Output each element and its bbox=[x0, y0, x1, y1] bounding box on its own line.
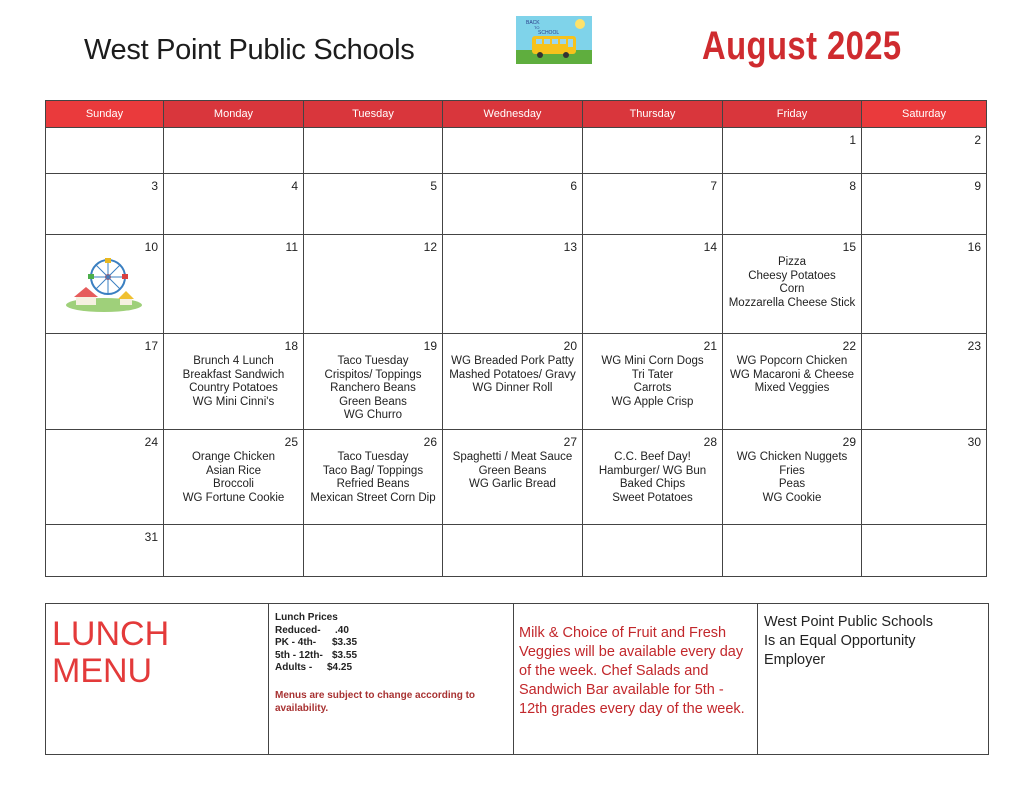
meal-list bbox=[583, 430, 722, 505]
day-number: 17 bbox=[144, 339, 158, 353]
day-cell-wednesday bbox=[443, 235, 583, 334]
milk-fruit-note: Milk & Choice of Fruit and Fresh Veggies will be available every day of the week. Chef Salads and Sandwich Bar available for 5th - 12th grades every day of the week. bbox=[519, 625, 745, 717]
meal-list bbox=[304, 430, 442, 505]
day-number: 1 bbox=[849, 133, 856, 147]
week-row bbox=[46, 334, 987, 430]
milk-note-cell bbox=[514, 604, 758, 755]
logo-word-3: SCHOOL bbox=[538, 30, 560, 36]
day-cell-monday bbox=[164, 525, 304, 577]
day-number: 23 bbox=[967, 339, 981, 353]
day-cell-saturday bbox=[862, 430, 987, 525]
meal-list bbox=[304, 334, 442, 423]
day-cell-sunday bbox=[46, 235, 164, 334]
day-cell-thursday bbox=[583, 525, 723, 577]
meal-list bbox=[164, 430, 303, 505]
meal-item: Spaghetti / Meat Sauce bbox=[452, 451, 573, 463]
day-number: 10 bbox=[144, 240, 158, 254]
day-cell-friday bbox=[723, 235, 862, 334]
day-cell-tuesday bbox=[304, 334, 443, 430]
calendar-grid bbox=[45, 100, 987, 577]
price-label: Reduced- bbox=[275, 624, 321, 636]
day-number: 15 bbox=[842, 240, 856, 254]
day-number: 24 bbox=[144, 435, 158, 449]
day-cell-saturday bbox=[862, 525, 987, 577]
meal-item: Mixed Veggies bbox=[754, 382, 830, 395]
price-label: Adults - bbox=[275, 662, 313, 673]
price-value: $4.25 bbox=[327, 662, 353, 673]
day-cell-sunday bbox=[46, 128, 164, 174]
meal-item: WG Macaroni & Cheese bbox=[730, 368, 854, 381]
meal-item: WG Cookie bbox=[762, 491, 822, 504]
day-cell-sunday bbox=[46, 174, 164, 235]
day-cell-tuesday bbox=[304, 525, 443, 577]
day-number: 2 bbox=[974, 133, 981, 147]
day-number: 8 bbox=[849, 179, 856, 193]
weekday-header-row bbox=[46, 101, 987, 128]
day-cell-monday bbox=[164, 174, 304, 235]
back-to-school-bus-logo bbox=[516, 16, 592, 64]
day-number: 11 bbox=[285, 240, 298, 254]
day-cell-sunday bbox=[46, 525, 164, 577]
day-number: 4 bbox=[291, 179, 298, 193]
day-number: 13 bbox=[563, 240, 577, 254]
meal-item: Mexican Street Corn Dip bbox=[310, 491, 436, 504]
week-row bbox=[46, 174, 987, 235]
day-cell-saturday bbox=[862, 235, 987, 334]
weekday-monday: Monday bbox=[164, 101, 304, 128]
eeo-line-3: Employer bbox=[764, 652, 826, 668]
meal-item: Ranchero Beans bbox=[330, 382, 416, 395]
meal-item: WG Apple Crisp bbox=[611, 395, 694, 408]
meal-item: Baked Chips bbox=[619, 478, 686, 491]
day-cell-monday bbox=[164, 128, 304, 174]
weekday-sunday: Sunday bbox=[46, 101, 164, 128]
meal-item: Sweet Potatoes bbox=[612, 491, 693, 504]
meal-list bbox=[723, 430, 861, 505]
meal-list bbox=[723, 235, 861, 310]
week-row bbox=[46, 430, 987, 525]
meal-item: Peas bbox=[778, 478, 806, 491]
lunch-menu-line-1: LUNCH bbox=[52, 615, 170, 653]
price-value: .40 bbox=[335, 624, 349, 636]
day-number: 27 bbox=[563, 435, 577, 449]
lunch-menu-line-2: MENU bbox=[52, 652, 153, 690]
day-number: 25 bbox=[284, 435, 298, 449]
lunch-menu-title bbox=[46, 604, 268, 690]
meal-list bbox=[583, 334, 722, 409]
day-cell-monday bbox=[164, 235, 304, 334]
meal-item: Country Potatoes bbox=[189, 382, 278, 395]
day-cell-monday bbox=[164, 334, 304, 430]
logo-word-1: BACK bbox=[526, 20, 540, 26]
school-title: West Point Public Schools bbox=[84, 34, 415, 66]
eeo-line-2: Is an Equal Opportunity bbox=[764, 633, 916, 649]
day-number: 28 bbox=[703, 435, 717, 449]
day-number: 12 bbox=[423, 240, 437, 254]
day-cell-tuesday bbox=[304, 128, 443, 174]
meal-item: WG Chicken Nuggets bbox=[736, 451, 848, 463]
day-cell-friday bbox=[723, 334, 862, 430]
day-cell-wednesday bbox=[443, 174, 583, 235]
day-number: 30 bbox=[967, 435, 981, 449]
day-cell-tuesday bbox=[304, 430, 443, 525]
meal-list bbox=[164, 334, 303, 409]
meal-item: Refried Beans bbox=[336, 478, 410, 491]
day-cell-thursday bbox=[583, 334, 723, 430]
day-cell-wednesday bbox=[443, 430, 583, 525]
equal-opportunity-statement bbox=[758, 604, 988, 670]
week-row bbox=[46, 525, 987, 577]
meal-item: Taco Tuesday bbox=[337, 355, 409, 367]
day-cell-thursday bbox=[583, 128, 723, 174]
meal-item: Taco Bag/ Toppings bbox=[322, 464, 424, 477]
lunch-prices-cell bbox=[269, 604, 514, 755]
meal-item: Tri Tater bbox=[631, 368, 674, 381]
day-cell-tuesday bbox=[304, 235, 443, 334]
day-cell-wednesday bbox=[443, 525, 583, 577]
meal-item: Pizza bbox=[777, 256, 807, 268]
day-cell-wednesday bbox=[443, 128, 583, 174]
day-cell-saturday bbox=[862, 334, 987, 430]
day-cell-monday bbox=[164, 430, 304, 525]
footer-info-table bbox=[45, 603, 989, 755]
county-fair-ferris-wheel-icon bbox=[64, 255, 144, 313]
meal-list bbox=[443, 334, 582, 396]
week-row bbox=[46, 235, 987, 334]
price-label: PK - 4th- bbox=[275, 637, 317, 648]
menu-change-note: Menus are subject to change according to availability. bbox=[275, 689, 476, 714]
weekday-wednesday: Wednesday bbox=[443, 101, 583, 128]
day-cell-sunday bbox=[46, 430, 164, 525]
price-row-5th-12th bbox=[275, 650, 513, 663]
meal-item: Broccoli bbox=[213, 478, 254, 491]
meal-item: Mozzarella Cheese Stick bbox=[728, 296, 856, 309]
price-row-adults bbox=[275, 662, 513, 675]
day-number: 21 bbox=[703, 339, 717, 353]
day-cell-friday bbox=[723, 525, 862, 577]
lunch-prices bbox=[269, 604, 513, 715]
meal-item: Cheesy Potatoes bbox=[748, 269, 836, 282]
lunch-menu-cell bbox=[46, 604, 269, 755]
meal-item: WG Churro bbox=[343, 409, 403, 422]
day-cell-saturday bbox=[862, 174, 987, 235]
meal-item: WG Breaded Pork Patty bbox=[451, 355, 574, 367]
day-cell-friday bbox=[723, 430, 862, 525]
day-cell-sunday bbox=[46, 334, 164, 430]
eeo-cell bbox=[758, 604, 989, 755]
day-number: 29 bbox=[842, 435, 856, 449]
meal-item: Green Beans bbox=[478, 464, 547, 477]
weekday-thursday: Thursday bbox=[583, 101, 723, 128]
meal-item: Fries bbox=[779, 464, 805, 477]
day-cell-friday bbox=[723, 128, 862, 174]
day-cell-thursday bbox=[583, 235, 723, 334]
day-cell-saturday bbox=[862, 128, 987, 174]
prices-title: Lunch Prices bbox=[275, 612, 338, 623]
day-number: 5 bbox=[430, 179, 437, 193]
meal-item: WG Mini Cinni's bbox=[192, 395, 275, 408]
day-number: 18 bbox=[284, 339, 298, 353]
meal-item: Crispitos/ Toppings bbox=[324, 368, 422, 381]
meal-list bbox=[443, 430, 582, 492]
meal-list bbox=[723, 334, 861, 396]
price-value: $3.55 bbox=[332, 649, 358, 661]
day-number: 3 bbox=[151, 179, 158, 193]
meal-item: Brunch 4 Lunch bbox=[193, 355, 274, 367]
meal-item: Asian Rice bbox=[206, 464, 261, 477]
day-cell-wednesday bbox=[443, 334, 583, 430]
price-value: $3.35 bbox=[332, 637, 358, 648]
meal-item: Orange Chicken bbox=[191, 451, 276, 463]
day-number: 31 bbox=[144, 530, 158, 544]
day-number: 26 bbox=[423, 435, 437, 449]
day-number: 9 bbox=[974, 179, 981, 193]
meal-item: WG Garlic Bread bbox=[469, 478, 556, 491]
meal-item: WG Dinner Roll bbox=[472, 382, 553, 395]
price-row-reduced bbox=[275, 625, 513, 638]
meal-item: Hamburger/ WG Bun bbox=[598, 464, 707, 477]
month-title: August 2025 bbox=[702, 24, 902, 68]
meal-item: WG Mini Corn Dogs bbox=[601, 355, 704, 367]
day-cell-friday bbox=[723, 174, 862, 235]
day-number: 20 bbox=[563, 339, 577, 353]
day-number: 6 bbox=[570, 179, 577, 193]
meal-item: C.C. Beef Day! bbox=[614, 451, 691, 463]
meal-item: Breakfast Sandwich bbox=[182, 368, 285, 381]
week-row bbox=[46, 128, 987, 174]
logo-word-2: TO bbox=[534, 25, 540, 30]
meal-item: Carrots bbox=[633, 382, 672, 395]
price-row-pk-4th bbox=[275, 637, 513, 650]
day-number: 7 bbox=[710, 179, 717, 193]
meal-item: WG Fortune Cookie bbox=[182, 491, 285, 504]
weekday-tuesday: Tuesday bbox=[304, 101, 443, 128]
day-number: 14 bbox=[703, 240, 717, 254]
weekday-friday: Friday bbox=[723, 101, 862, 128]
day-cell-thursday bbox=[583, 174, 723, 235]
meal-item: Corn bbox=[779, 283, 805, 296]
meal-item: WG Popcorn Chicken bbox=[736, 355, 848, 367]
weekday-saturday: Saturday bbox=[862, 101, 987, 128]
day-number: 22 bbox=[842, 339, 856, 353]
day-number: 19 bbox=[423, 339, 437, 353]
meal-item: Taco Tuesday bbox=[337, 451, 409, 463]
day-cell-thursday bbox=[583, 430, 723, 525]
day-number: 16 bbox=[967, 240, 981, 254]
day-cell-tuesday bbox=[304, 174, 443, 235]
price-label: 5th - 12th- bbox=[275, 649, 323, 661]
meal-item: Green Beans bbox=[339, 395, 407, 408]
eeo-line-1: West Point Public Schools bbox=[764, 614, 933, 630]
meal-item: Mashed Potatoes/ Gravy bbox=[449, 368, 576, 381]
